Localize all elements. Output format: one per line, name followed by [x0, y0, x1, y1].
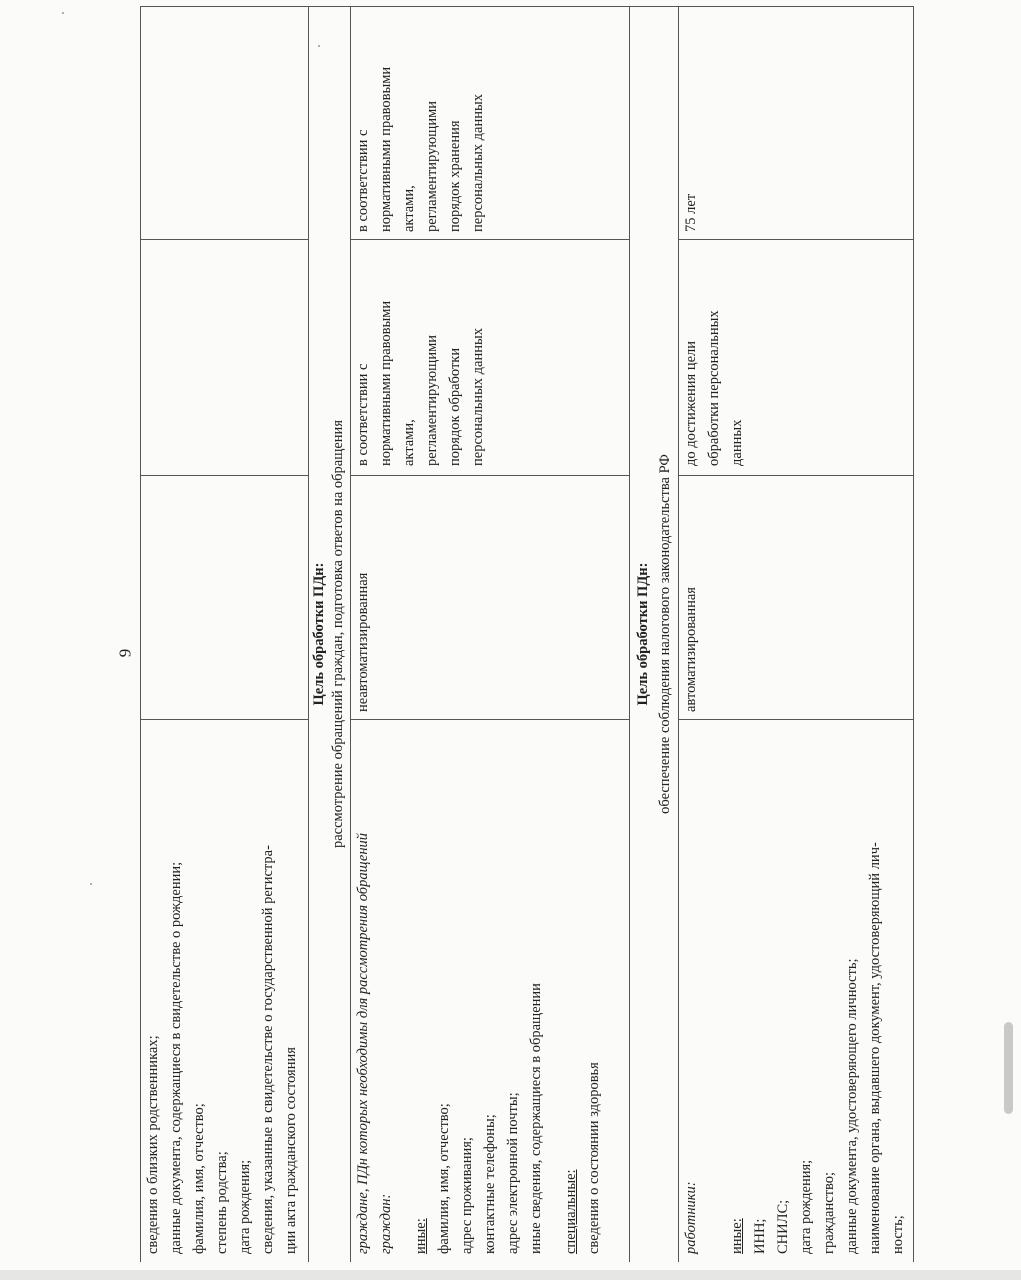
top-line: ции акта гражданского состояния — [283, 1047, 299, 1254]
rotated-table — [140, 6, 914, 1262]
purpose2-term-processing: обработки персональных — [706, 310, 722, 466]
table-border-bottom — [913, 6, 914, 1262]
table-border-right — [140, 6, 914, 7]
row-line — [678, 6, 679, 1262]
scan-speck — [90, 883, 92, 885]
purpose1-item: фамилия, имя, отчество; — [436, 1103, 452, 1254]
purpose1-item: контактные телефоны; — [482, 1114, 498, 1254]
purpose1-term-processing: порядок обработки — [447, 347, 463, 466]
top-line: данные документа, содержащиеся в свидетельстве о рождении; — [168, 861, 184, 1254]
col-line — [140, 475, 308, 476]
purpose2-category: работники: — [683, 1181, 699, 1254]
top-line: фамилия, имя, отчество; — [191, 1103, 207, 1254]
purpose2-text: обеспечение соблюдения налогового законодательства РФ — [657, 454, 673, 814]
col-line — [678, 719, 914, 720]
row-line — [350, 6, 351, 1262]
purpose1-term-storage: нормативными правовыми — [378, 66, 394, 232]
purpose1-category: граждане, ПДн которых необходимы для рассмотрения обращений — [355, 832, 371, 1254]
purpose1-special-item: сведения о состоянии здоровья — [586, 1062, 602, 1254]
purpose2-other-label: иные: — [729, 1218, 745, 1254]
purpose2-term-storage: 75 лет — [683, 193, 699, 232]
top-line: сведения, указанные в свидетельстве о государственной регистра- — [260, 845, 276, 1254]
purpose1-term-storage: порядок хранения — [447, 120, 463, 232]
purpose1-term-storage: персональных данных — [470, 93, 486, 232]
purpose1-term-processing: в соответствии с — [355, 363, 371, 466]
col-line — [350, 719, 629, 720]
purpose2-item: данные документа, удостоверяющего личность; — [844, 958, 860, 1254]
purpose2-item: СНИЛС; — [775, 1199, 791, 1254]
purpose2-term-processing: данных — [729, 419, 745, 466]
purpose2-item: ность; — [890, 1215, 906, 1254]
viewer-bottom-strip — [0, 1270, 1021, 1280]
purpose1-method: неавтоматизированная — [355, 572, 371, 712]
col-line — [678, 475, 914, 476]
top-line: дата рождения; — [237, 1159, 253, 1254]
page-number: 9 — [115, 648, 135, 658]
col-line — [678, 239, 914, 240]
purpose2-item: ИНН; — [752, 1218, 768, 1254]
purpose1-term-storage: регламентирующими — [424, 100, 440, 232]
col-line — [350, 475, 629, 476]
purpose2-item: дата рождения; — [798, 1159, 814, 1254]
purpose1-category: граждан: — [378, 1193, 394, 1254]
scrollbar-thumb[interactable] — [1004, 1022, 1013, 1114]
purpose1-item: адрес проживания; — [459, 1137, 475, 1254]
purpose1-heading: Цель обработки ПДн: — [311, 562, 327, 706]
col-line — [140, 239, 308, 240]
row-line — [629, 6, 630, 1262]
purpose2-item: наименование органа, выдавшего документ, удостоверяющий лич- — [867, 842, 883, 1254]
purpose1-term-processing: регламентирующими — [424, 334, 440, 466]
col-line — [140, 719, 308, 720]
purpose1-term-processing: актами, — [401, 419, 417, 466]
purpose1-item: иные сведения, содержащиеся в обращении — [528, 983, 544, 1254]
top-line: степень родства; — [214, 1151, 230, 1254]
purpose2-term-processing: до достижения цели — [683, 340, 699, 466]
purpose2-heading: Цель обработки ПДн: — [635, 562, 651, 706]
purpose1-term-processing: нормативными правовыми — [378, 300, 394, 466]
col-line — [350, 239, 629, 240]
purpose1-special-label: специальные: — [563, 1169, 579, 1254]
purpose1-text: рассмотрение обращений граждан, подготовка ответов на обращения — [330, 420, 346, 848]
purpose1-term-storage: актами, — [401, 185, 417, 232]
purpose2-method: автоматизированная — [683, 587, 699, 712]
table-border-top — [140, 6, 141, 1262]
purpose1-term-storage: в соответствии с — [355, 129, 371, 232]
purpose1-item: адрес электронной почты; — [505, 1092, 521, 1254]
purpose2-item: гражданство; — [821, 1171, 837, 1254]
purpose1-term-processing: персональных данных — [470, 327, 486, 466]
top-line: сведения о близких родственниках; — [145, 1035, 161, 1254]
scan-speck — [62, 12, 64, 14]
purpose1-other-label: иные: — [413, 1218, 429, 1254]
